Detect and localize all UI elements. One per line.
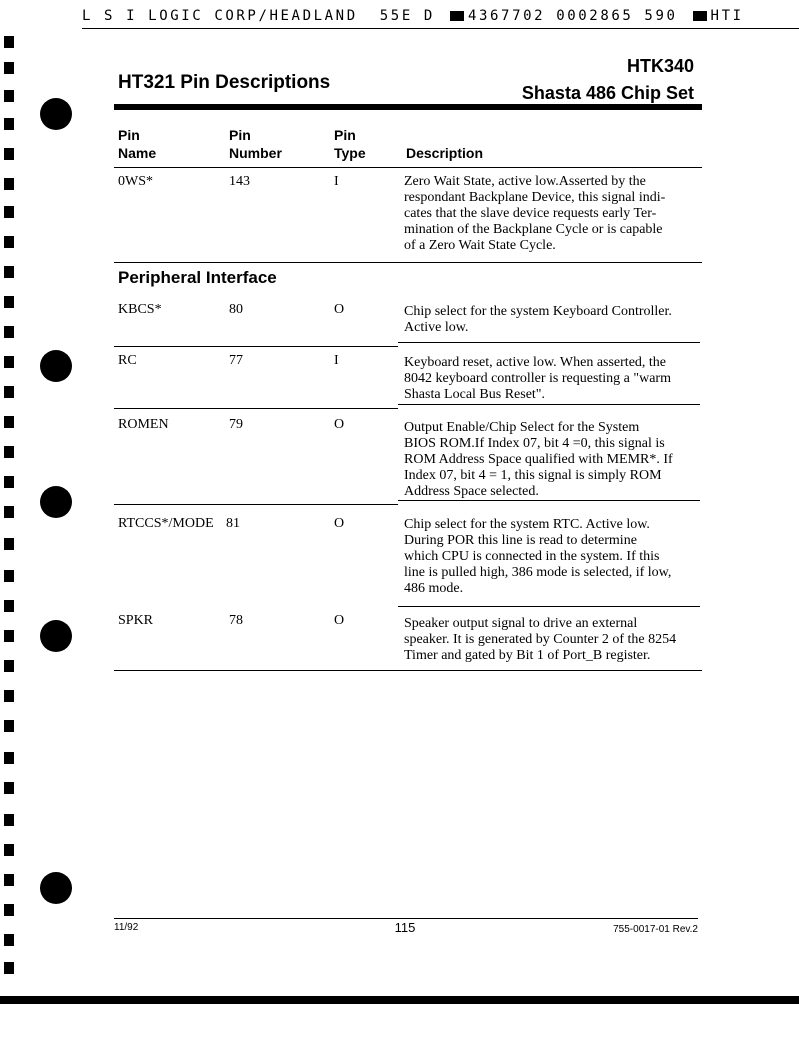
pin-number: 79	[229, 417, 243, 432]
description-line: of a Zero Wait State Cycle.	[404, 238, 556, 253]
col-pin-type-header	[334, 126, 366, 162]
column-header-rule	[114, 167, 702, 168]
description-line: BIOS ROM.If Index 07, bit 4 =0, this signal is	[404, 436, 665, 451]
edge-mark	[4, 844, 14, 856]
description-line: Keyboard reset, active low. When asserted, the	[404, 355, 667, 370]
row-rule	[398, 342, 700, 343]
page-title: HT321 Pin Descriptions	[118, 72, 331, 93]
edge-mark	[4, 356, 14, 368]
pin-name: KBCS*	[118, 302, 162, 317]
header-thick-rule	[114, 104, 702, 110]
pin-description	[404, 616, 700, 664]
col-header-line: Pin	[229, 127, 251, 143]
description-line: 8042 keyboard controller is requesting a "warm	[404, 371, 671, 386]
edge-mark	[4, 416, 14, 428]
pin-name: 0WS*	[118, 174, 153, 189]
edge-mark	[4, 236, 14, 248]
pin-type: O	[334, 302, 345, 317]
edge-mark	[4, 118, 14, 130]
description-line: Active low.	[404, 320, 469, 335]
col-header-line: Name	[118, 145, 157, 161]
row-rule	[114, 504, 398, 505]
edge-mark	[4, 814, 14, 826]
description-line: mination of the Backplane Cycle or is capable	[404, 222, 663, 237]
edge-mark	[4, 630, 14, 642]
pin-number: 78	[229, 613, 243, 628]
footer-doc-number: 755-0017-01 Rev.2	[613, 924, 698, 935]
row-rule	[114, 346, 398, 347]
row-rule	[114, 408, 398, 409]
edge-mark	[4, 446, 14, 458]
description-line: Chip select for the system Keyboard Controller.	[404, 304, 672, 319]
pin-description	[404, 420, 700, 500]
description-line: Output Enable/Chip Select for the System	[404, 420, 640, 435]
edge-mark	[4, 90, 14, 102]
col-header-line: Pin	[334, 127, 356, 143]
pin-description	[404, 174, 700, 254]
pin-name: ROMEN	[118, 417, 169, 432]
chip-set-title: Shasta 486 Chip Set	[521, 83, 694, 103]
edge-mark	[4, 36, 14, 48]
pin-type: O	[334, 516, 345, 531]
description-line: Address Space selected.	[404, 484, 539, 499]
edge-mark	[4, 206, 14, 218]
edge-mark	[4, 62, 14, 74]
pin-name: RC	[118, 353, 137, 368]
description-line: respondant Backplane Device, this signal indi-	[404, 190, 666, 205]
scan-header-code1: 55E D	[379, 8, 435, 24]
edge-mark	[4, 962, 14, 974]
description-line: Index 07, bit 4 = 1, this signal is simply ROM	[404, 468, 662, 483]
table-bottom-rule	[114, 670, 702, 671]
pin-type: O	[334, 417, 345, 432]
col-header-line: Type	[334, 145, 366, 161]
edge-mark	[4, 266, 14, 278]
edge-mark	[4, 178, 14, 190]
col-pin-name-header	[118, 126, 156, 162]
edge-mark	[4, 326, 14, 338]
description-line: cates that the slave device requests early Ter-	[404, 206, 657, 221]
scan-header-code3: HTI	[710, 8, 744, 24]
col-pin-number-header	[229, 126, 282, 162]
pin-number: 81	[226, 516, 240, 531]
pin-name: RTCCS*/MODE	[118, 516, 214, 531]
pin-number: 143	[229, 174, 250, 189]
row-rule	[398, 500, 700, 501]
description-line: During POR this line is read to determine	[404, 533, 637, 548]
description-line: 486 mode.	[404, 581, 464, 596]
pin-description	[404, 355, 700, 403]
edge-mark	[4, 386, 14, 398]
scan-header-code2: 4367702 0002865 590	[467, 8, 678, 24]
row-rule	[398, 404, 700, 405]
edge-mark	[4, 752, 14, 764]
scan-bottom-bar	[0, 996, 799, 1004]
punch-hole	[40, 350, 72, 382]
col-header-line: Pin	[118, 127, 140, 143]
description-line: which CPU is connected in the system. If this	[404, 549, 660, 564]
pin-description	[404, 517, 700, 597]
edge-mark	[4, 904, 14, 916]
pin-name: SPKR	[118, 613, 154, 628]
punch-hole	[40, 98, 72, 130]
edge-mark	[4, 690, 14, 702]
pin-type: O	[334, 613, 345, 628]
edge-mark	[4, 782, 14, 794]
description-line: Zero Wait State, active low.Asserted by the	[404, 174, 646, 189]
edge-mark	[4, 600, 14, 612]
edge-mark	[4, 720, 14, 732]
scan-header-rule	[82, 28, 799, 29]
edge-mark	[4, 934, 14, 946]
pin-type: I	[334, 174, 339, 189]
edge-mark	[4, 296, 14, 308]
description-line: Speaker output signal to drive an external	[404, 616, 638, 631]
edge-mark	[4, 476, 14, 488]
pin-number: 80	[229, 302, 243, 317]
description-line: Shasta Local Bus Reset".	[404, 387, 546, 402]
description-line: speaker. It is generated by Counter 2 of the 8254	[404, 632, 677, 647]
description-line: ROM Address Space qualified with MEMR*. If	[404, 452, 673, 467]
edge-mark	[4, 538, 14, 550]
punch-hole	[40, 486, 72, 518]
description-line: line is pulled high, 386 mode is selected, if low,	[404, 565, 672, 580]
footer-rule	[114, 918, 698, 919]
edge-mark	[4, 148, 14, 160]
col-description-header: Description	[406, 145, 484, 161]
pin-description	[404, 304, 700, 336]
edge-mark	[4, 874, 14, 886]
footer-date: 11/92	[114, 922, 139, 933]
pin-type: I	[334, 353, 339, 368]
punch-hole	[40, 872, 72, 904]
section-title: Peripheral Interface	[118, 268, 277, 287]
row-rule	[398, 606, 700, 607]
description-line: Chip select for the system RTC. Active low.	[404, 517, 650, 532]
page-number: 115	[394, 920, 416, 935]
edge-mark	[4, 570, 14, 582]
col-header-line: Number	[229, 145, 282, 161]
scan-block	[693, 11, 707, 21]
description-line: Timer and gated by Bit 1 of Port_B register.	[404, 648, 651, 663]
edge-mark	[4, 506, 14, 518]
scan-header-left: L S I LOGIC CORP/HEADLAND	[82, 8, 358, 24]
scan-header	[82, 8, 744, 24]
punch-hole	[40, 620, 72, 652]
row-rule	[114, 262, 702, 263]
pin-number: 77	[229, 353, 243, 368]
chip-model: HTK340	[626, 56, 694, 76]
scan-block	[450, 11, 464, 21]
edge-mark	[4, 660, 14, 672]
